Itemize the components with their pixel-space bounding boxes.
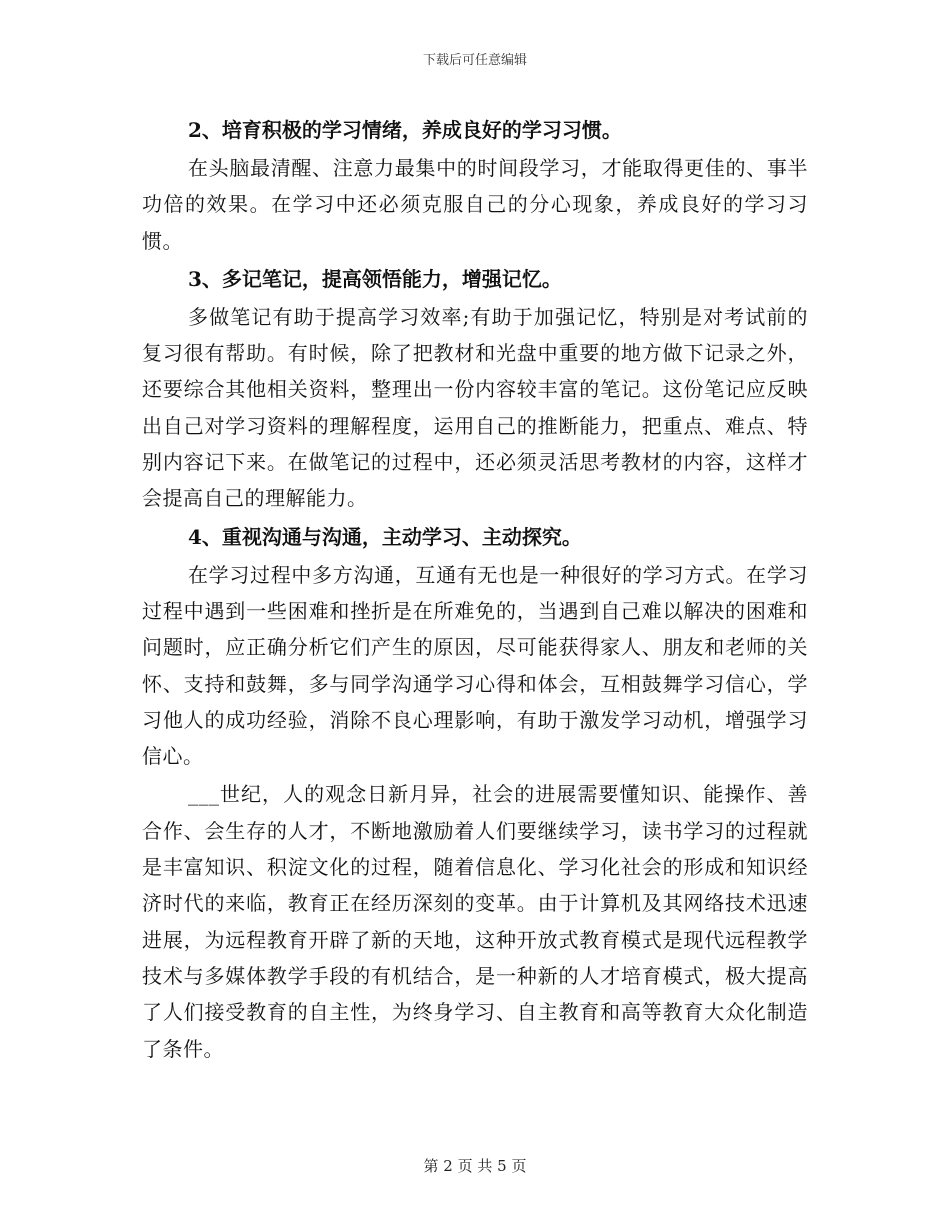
document-body: [142, 112, 808, 1069]
section-heading-3: 3、多记笔记，提高领悟能力，增强记忆。: [188, 266, 562, 291]
section-heading-2: 2、培育积极的学习情绪，养成良好的学习习惯。: [188, 118, 622, 142]
section-paragraph-4: 在学习过程中多方沟通，互通有无也是一种很好的学习方式。在学习过程中遇到一些困难和挫折是在所难免的，当遇到自己难以解决的困难和问题时，应正确分析它们产生的原因，尽可能获得家人、朋友和老师的关怀、支持和鼓舞，多与同学沟通学习心得和体会，互相鼓舞学习信心，学习他人的成功经验，消除不良心理影响，有助于激发学习动机，增强学习信心。: [142, 562, 808, 769]
section-heading-4: 4、重视沟通与沟通，主动学习、主动探究。: [188, 524, 582, 549]
page-number: 第 2 页 共 5 页: [423, 1157, 527, 1175]
closing-paragraph: ___世纪，人的观念日新月异，社会的进展需要懂知识、能操作、善合作、会生存的人才，不断地激励着人们要继续学习，读书学习的过程就是丰富知识、积淀文化的过程，随着信息化、学习化社会的形成和知识经济时代的来临，教育正在经历深刻的变革。由于计算机及其网络技术迅速进展，为远程教育开辟了新的天地，这种开放式教育模式是现代远程教学技术与多媒体教学手段的有机结合，是一种新的人才培育模式，极大提高了人们接受教育的自主性，为终身学习、自主教育和高等教育大众化制造了条件。: [142, 782, 808, 1061]
section-paragraph-2: 在头脑最清醒、注意力最集中的时间段学习，才能取得更佳的、事半功倍的效果。在学习中还必须克服自己的分心现象，养成良好的学习习惯。: [142, 156, 808, 253]
page-header: 下载后可任意编辑: [422, 53, 527, 68]
section-paragraph-3: 多做笔记有助于提高学习效率;有助于加强记忆，特别是对考试前的复习很有帮助。有时候，除了把教材和光盘中重要的地方做下记录之外，还要综合其他相关资料，整理出一份内容较丰富的笔记。这份笔记应反映出自己对学习资料的理解程度，运用自己的推断能力，把重点、难点、特别内容记下来。在做笔记的过程中，还必须灵活思考教材的内容，这样才会提高自己的理解能力。: [142, 304, 808, 511]
